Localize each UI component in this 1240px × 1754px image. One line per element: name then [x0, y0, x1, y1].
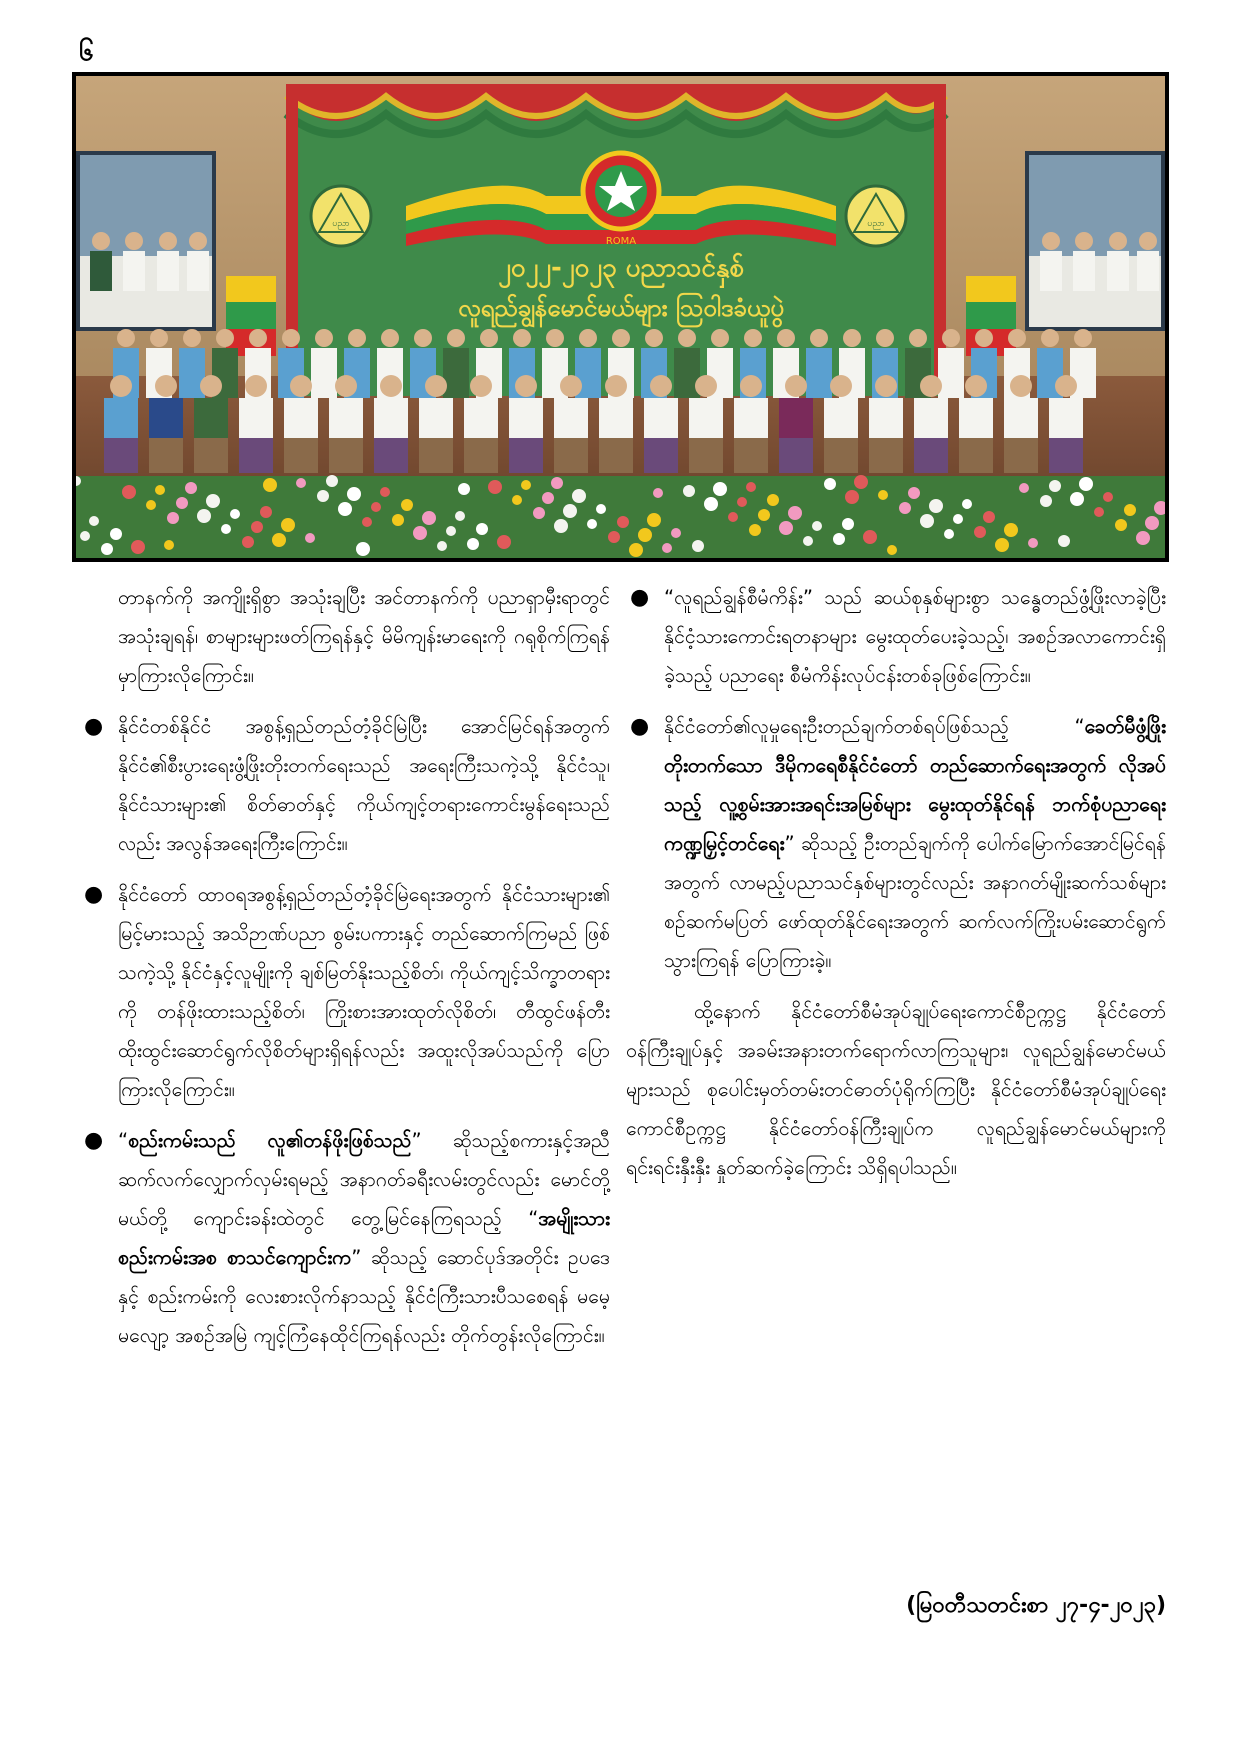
flower: [401, 499, 413, 511]
flower: [572, 489, 586, 503]
bold-objective: ခေတ်မီဖွံ့ဖြိုးတိုးတက်သော ဒီမိုကရေစီနိုင်ငံတော် တည်ဆောက်ရေးအတွက် လိုအပ်သည့် လူ့စွမ်းအားအရင်းအမြစ်များ မွေးထုတ်နိုင်ရန် ဘက်စုံပညာရေးကဏ္ဍမြှင့်တင်ရေး: [664, 715, 1166, 855]
flower: [176, 497, 188, 509]
bullet-dot: ●: [630, 585, 650, 610]
flower: [512, 495, 522, 505]
flower: [728, 512, 738, 522]
flower: [347, 487, 361, 501]
flower: [653, 488, 663, 498]
flower: [878, 490, 888, 500]
svg-text:ROMA: ROMA: [605, 236, 637, 247]
flower: [737, 497, 747, 507]
left-bullet-2: ● နိုင်ငံတစ်နိုင်ငံ အစွန့်ရှည်တည်တံ့ခိုင်မြဲပြီး အောင်မြင်ရန်အတွက် နိုင်ငံ၏စီးပွားရေးဖွံ့ဖြိုးတိုးတက်ရေးသည် အရေးကြီးသကဲ့သို့ နိုင်ငံသူ၊ နိုင်ငံသားများ၏ စိတ်ဓာတ်နှင့် ကိုယ်ကျင့်တရားကောင်းမွန်ရေးသည်လည်း အလွန်အရေးကြီးကြောင်း။: [80, 707, 610, 863]
flower: [1094, 507, 1104, 517]
flower: [683, 485, 695, 497]
left-continuation-paragraph: တာနက်ကို အကျိုးရှိစွာ အသုံးချပြီး အင်တာနက်ကို ပညာရှာမှီးရာတွင် အသုံးချရန်၊ စာများများဖတ်ကြရန်နှင့် မိမိကျန်းမာရေးကို ဂရုစိုက်ကြရန် မှာကြားလိုကြောင်း။: [118, 586, 610, 687]
flower: [1124, 504, 1136, 516]
left-bullet-4: ● “စည်းကမ်းသည် လူ၏တန်ဖိုးဖြစ်သည်” ဆိုသည့်စကားနှင့်အညီ ဆက်လက်လျှောက်လှမ်းရမည့် အနာဂတ်ခရီးလမ်းတွင်လည်း မောင်တို့မယ်တို့ ကျောင်းခန်းထဲတွင် တွေ့မြင်နေကြရသည့် “အမျိုးသားစည်းကမ်းအစ စာသင်ကျောင်းက” ဆိုသည့် ဆောင်ပုဒ်အတိုင်း ဥပဒေနှင့် စည်းကမ်းကို လေးစားလိုက်နာသည့် နိုင်ငံကြီးသားပီသစေရန် မမေ့မလျော့ အစဉ်အမြဲ ကျင့်ကြံနေထိုင်ကြရန်လည်း တိုက်တွန်းလိုကြောင်း။: [80, 1121, 610, 1355]
flower: [1004, 523, 1018, 537]
flower: [596, 504, 606, 514]
flower: [542, 492, 554, 504]
flower: [779, 521, 793, 535]
flower: [380, 487, 390, 497]
flower: [1070, 492, 1084, 506]
flower: [944, 529, 954, 539]
flower: [803, 536, 813, 546]
left-screen: [76, 151, 216, 331]
flower: [1103, 492, 1113, 502]
quote-open: “: [118, 1129, 129, 1152]
flower: [467, 538, 479, 550]
flower: [458, 483, 470, 495]
flower: [563, 504, 577, 518]
education-emblem-left: [311, 186, 371, 246]
flower: [854, 475, 868, 489]
ceremony-photo-illustration: [76, 76, 1165, 558]
flower: [983, 511, 995, 523]
flower: [746, 482, 756, 492]
flower: [317, 490, 329, 502]
flower: [497, 535, 511, 549]
flower: [455, 511, 465, 521]
flower: [953, 514, 963, 524]
flower: [617, 516, 629, 528]
flower: [167, 512, 179, 524]
bullet-dot: ●: [84, 714, 104, 739]
flower: [146, 500, 156, 510]
bullet-dot: ●: [630, 714, 650, 739]
svg-text:ပညာ: ပညာ: [332, 219, 350, 229]
flower: [263, 478, 277, 492]
flower: [587, 519, 597, 529]
flower: [533, 507, 545, 519]
flower: [488, 480, 502, 494]
flower: [1145, 516, 1159, 530]
flower: [647, 513, 661, 527]
flower: [110, 528, 122, 540]
bold-quote: စည်းကမ်းသည် လူ၏တန်ဖိုးဖြစ်သည်: [128, 1129, 412, 1152]
right-column: [626, 578, 1166, 1187]
bold-motto: အမျိုးသားစည်းကမ်းအစ စာသင်ကျောင်းက: [118, 1207, 610, 1269]
flower: [362, 517, 372, 527]
flower: [230, 509, 240, 519]
flower: [89, 516, 99, 526]
flower: [1115, 519, 1127, 531]
flower: [338, 502, 352, 516]
bullet-dot: ●: [84, 882, 104, 907]
flower: [164, 540, 174, 550]
flower: [392, 514, 404, 526]
flower: [305, 533, 315, 543]
flower: [155, 485, 165, 495]
flower: [929, 499, 943, 513]
flower: [281, 518, 295, 532]
flower: [608, 531, 620, 543]
flower: [554, 519, 568, 533]
left-bullet-3: ● နိုင်ငံတော် ထာဝရအစွန့်ရှည်တည်တံ့ခိုင်မြဲရေးအတွက် နိုင်ငံသားများ၏ မြင့်မားသည့် အသိဉာဏ်ပညာ စွမ်းပကားနှင့် တည်ဆောက်ကြမည် ဖြစ်သကဲ့သို့ နိုင်ငံနှင့်လူမျိုးကို ချစ်မြတ်နိုးသည့်စိတ်၊ ကိုယ်ကျင့်သိက္ခာတရားကို တန်ဖိုးထားသည့်စိတ်၊ ကြိုးစားအားထုတ်လိုစိတ်၊ တီထွင်ဖန်တီး ထိုးထွင်းဆောင်ရွက်လိုစိတ်များရှိရန်လည်း အထူးလိုအပ်သည်ကို ပြောကြားလိုကြောင်း။: [80, 875, 610, 1109]
flower: [101, 543, 113, 555]
flower: [446, 526, 456, 536]
flower: [749, 524, 761, 536]
flower: [1079, 477, 1093, 491]
right-bullet-1: ● “လူရည်ချွန်စီမံကိန်း” သည် ဆယ်စုနှစ်များစွာ သန္ဓေတည်ဖွံ့ဖြိုးလာခဲ့ပြီး နိုင်ငံ့သားကောင်းရတနာများ မွေးထုတ်ပေးခဲ့သည့်၊ အစဉ်အလာကောင်းရှိခဲ့သည့် ပညာရေး စီမံကိန်းလုပ်ငန်းတစ်ခုဖြစ်ကြောင်း။: [626, 578, 1166, 695]
flower: [131, 540, 145, 554]
flower: [713, 482, 727, 496]
flower: [767, 494, 779, 506]
flower: [908, 487, 920, 499]
left-column: [80, 578, 610, 1367]
flower: [1049, 480, 1061, 492]
flower: [974, 526, 986, 538]
svg-text:ပညာ: ပညာ: [867, 219, 885, 229]
flower: [899, 502, 911, 514]
banner-line-2: လူရည်ချွန်မောင်မယ်များ ဩဝါဒခံယူပွဲ: [458, 294, 784, 322]
flower: [296, 478, 306, 488]
flower: [833, 533, 845, 545]
flower: [1028, 538, 1038, 548]
flower: [221, 524, 231, 534]
flower: [842, 518, 854, 530]
flower: [1136, 531, 1150, 545]
flower: [758, 509, 770, 521]
flower: [521, 480, 531, 490]
banner-line-1: ၂၀၂၂-၂၀၂၃ ပညာသင်နှစ်: [498, 253, 744, 283]
right-screen: [1025, 151, 1165, 331]
flower: [197, 509, 211, 523]
flower: [995, 538, 1009, 552]
flower: [1040, 495, 1052, 507]
flower: [692, 540, 704, 552]
flower: [326, 475, 338, 487]
flower: [356, 542, 370, 556]
flower: [371, 502, 381, 512]
flower: [845, 490, 859, 504]
flower: [1019, 483, 1029, 493]
flower: [887, 545, 897, 555]
flower: [551, 477, 563, 489]
flower: [122, 485, 136, 499]
source-citation: (မြဝတီသတင်းစာ ၂၇-၄-၂၀၂၃): [906, 1593, 1166, 1618]
flower: [476, 523, 488, 535]
right-bullet-2: ● နိုင်ငံတော်၏လူမှုရေးဦးတည်ချက်တစ်ရပ်ဖြစ်သည့် “ခေတ်မီဖွံ့ဖြိုးတိုးတက်သော ဒီမိုကရေစီနိုင်ငံတော် တည်ဆောက်ရေးအတွက် လိုအပ်သည့် လူ့စွမ်းအားအရင်းအမြစ်များ မွေးထုတ်နိုင်ရန် ဘက်စုံပညာရေးကဏ္ဍမြှင့်တင်ရေး” ဆိုသည့် ဦးတည်ချက်ကို ပေါက်မြောက်အောင်မြင်ရန်အတွက် လာမည့်ပညာသင်နှစ်များတွင်လည်း အနာဂတ်မျိုးဆက်သစ်များ စဉ်ဆက်မပြတ် ဖော်ထုတ်နိုင်ရေးအတွက် ဆက်လက်ကြိုးပမ်းဆောင်ရွက်သွားကြရန် ပြောကြားခဲ့။: [626, 707, 1166, 980]
education-emblem-right: [846, 186, 906, 246]
flower: [437, 541, 447, 551]
flower: [422, 511, 436, 525]
flower: [413, 526, 427, 540]
flower: [185, 482, 197, 494]
flower: [260, 506, 272, 518]
flower: [824, 478, 836, 490]
flower: [788, 506, 802, 520]
flower: [1058, 535, 1070, 547]
flower: [920, 514, 934, 528]
flower: [80, 531, 90, 541]
flower: [272, 533, 286, 547]
flower: [206, 494, 220, 508]
flower: [242, 536, 254, 548]
flower: [629, 543, 643, 557]
closing-paragraph: ထို့နောက် နိုင်ငံတော်စီမံအုပ်ချုပ်ရေးကောင်စီဥက္ကဋ္ဌ နိုင်ငံတော်ဝန်ကြီးချုပ်နှင့် အခမ်းအနားတက်ရောက်လာကြသူများ၊ လူရည်ချွန်မောင်မယ်များသည် စုပေါင်းမှတ်တမ်းတင်ဓာတ်ပုံရိုက်ကြပြီး နိုင်ငံတော်စီမံအုပ်ချုပ်ရေးကောင်စီဥက္ကဋ္ဌ နိုင်ငံတော်ဝန်ကြီးချုပ်က လူရည်ချွန်မောင်မယ်များကို ရင်းရင်းနှီးနှီး နှုတ်ဆက်ခဲ့ကြောင်း သိရှိရပါသည်။: [626, 1000, 1166, 1179]
flower: [704, 497, 718, 511]
flower: [812, 521, 822, 531]
group-photo: [72, 72, 1169, 562]
flower: [251, 521, 263, 533]
flower: [662, 543, 672, 553]
flower: [962, 499, 972, 509]
flower: [671, 528, 681, 538]
bullet-dot: ●: [84, 1128, 104, 1153]
page-number: ၆: [79, 37, 94, 67]
flower: [638, 528, 652, 542]
flower: [863, 530, 877, 544]
